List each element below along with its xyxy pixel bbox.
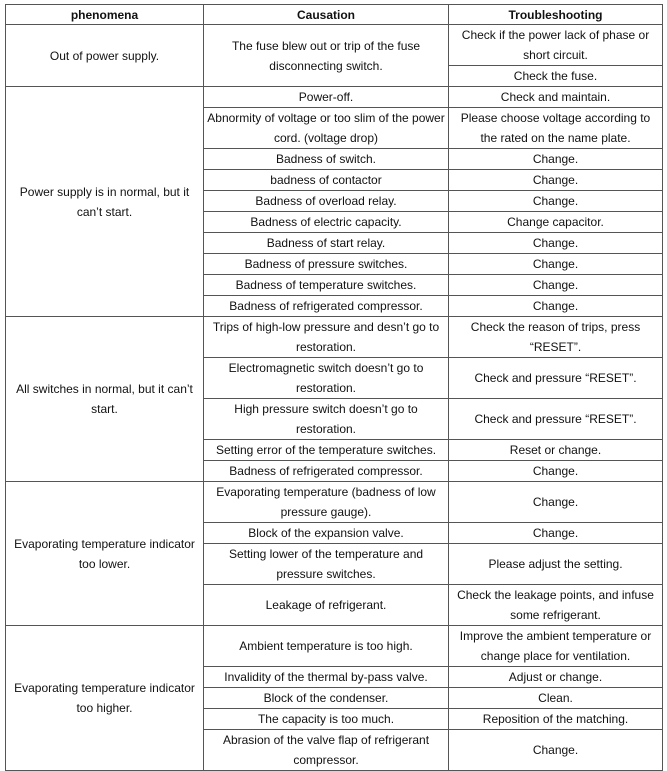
- troubleshooting-cell: Check the leakage points, and infuse some refrigerant.: [449, 585, 663, 626]
- troubleshooting-cell: Change.: [449, 233, 663, 254]
- causation-cell: Setting lower of the temperature and pressure switches.: [204, 544, 449, 585]
- troubleshooting-cell: Change.: [449, 482, 663, 523]
- phenomenon-cell: Evaporating temperature indicator too higher.: [6, 626, 204, 771]
- causation-cell: Badness of pressure switches.: [204, 254, 449, 275]
- causation-cell: Evaporating temperature (badness of low pressure gauge).: [204, 482, 449, 523]
- causation-cell: badness of contactor: [204, 170, 449, 191]
- troubleshooting-cell: Adjust or change.: [449, 667, 663, 688]
- troubleshooting-cell: Change.: [449, 730, 663, 771]
- causation-cell: Abnormity of voltage or too slim of the power cord. (voltage drop): [204, 108, 449, 149]
- causation-cell: Badness of refrigerated compressor.: [204, 296, 449, 317]
- causation-cell: High pressure switch doesn’t go to restoration.: [204, 399, 449, 440]
- causation-cell: Badness of electric capacity.: [204, 212, 449, 233]
- causation-cell: Badness of refrigerated compressor.: [204, 461, 449, 482]
- causation-cell: Ambient temperature is too high.: [204, 626, 449, 667]
- troubleshooting-cell: Change.: [449, 461, 663, 482]
- causation-cell: Badness of temperature switches.: [204, 275, 449, 296]
- causation-cell: Power-off.: [204, 87, 449, 108]
- header-row: [6, 5, 663, 25]
- troubleshooting-cell: Check and maintain.: [449, 87, 663, 108]
- causation-cell: The capacity is too much.: [204, 709, 449, 730]
- table-row: [6, 626, 663, 667]
- causation-cell: Trips of high-low pressure and desn’t go to restoration.: [204, 317, 449, 358]
- troubleshooting-cell: Please choose voltage according to the rated on the name plate.: [449, 108, 663, 149]
- phenomenon-cell: All switches in normal, but it can’t start.: [6, 317, 204, 482]
- troubleshooting-cell: Check the reason of trips, press “RESET”.: [449, 317, 663, 358]
- phenomenon-cell: Evaporating temperature indicator too lower.: [6, 482, 204, 626]
- causation-cell: Leakage of refrigerant.: [204, 585, 449, 626]
- troubleshooting-cell: Change capacitor.: [449, 212, 663, 233]
- causation-cell: Block of the expansion valve.: [204, 523, 449, 544]
- causation-cell: Abrasion of the valve flap of refrigerant compressor.: [204, 730, 449, 771]
- troubleshooting-cell: Clean.: [449, 688, 663, 709]
- causation-cell: Badness of start relay.: [204, 233, 449, 254]
- table-row: [6, 25, 663, 66]
- troubleshooting-cell: Please adjust the setting.: [449, 544, 663, 585]
- phenomenon-cell: Out of power supply.: [6, 25, 204, 87]
- causation-cell: Electromagnetic switch doesn’t go to restoration.: [204, 358, 449, 399]
- troubleshooting-cell: Change.: [449, 149, 663, 170]
- troubleshooting-cell: Change.: [449, 275, 663, 296]
- troubleshooting-cell: Check and pressure “RESET”.: [449, 399, 663, 440]
- table-row: [6, 317, 663, 358]
- troubleshooting-table: [5, 4, 663, 771]
- troubleshooting-cell: Reposition of the matching.: [449, 709, 663, 730]
- troubleshooting-cell: Change.: [449, 296, 663, 317]
- causation-cell: Block of the condenser.: [204, 688, 449, 709]
- phenomenon-cell: Power supply is in normal, but it can’t start.: [6, 87, 204, 317]
- troubleshooting-cell: Change.: [449, 523, 663, 544]
- troubleshooting-cell: Change.: [449, 191, 663, 212]
- troubleshooting-cell: Change.: [449, 170, 663, 191]
- troubleshooting-cell: Check the fuse.: [449, 66, 663, 87]
- header-troubleshooting: Troubleshooting: [449, 5, 663, 25]
- table-row: [6, 482, 663, 523]
- causation-cell: Badness of switch.: [204, 149, 449, 170]
- troubleshooting-cell: Reset or change.: [449, 440, 663, 461]
- table-row: [6, 87, 663, 108]
- troubleshooting-cell: Check and pressure “RESET”.: [449, 358, 663, 399]
- causation-cell: Setting error of the temperature switches.: [204, 440, 449, 461]
- header-causation: Causation: [204, 5, 449, 25]
- troubleshooting-cell: Change.: [449, 254, 663, 275]
- header-phenomena: phenomena: [6, 5, 204, 25]
- causation-cell: The fuse blew out or trip of the fuse disconnecting switch.: [204, 25, 449, 87]
- troubleshooting-cell: Improve the ambient temperature or change place for ventilation.: [449, 626, 663, 667]
- troubleshooting-cell: Check if the power lack of phase or short circuit.: [449, 25, 663, 66]
- causation-cell: Invalidity of the thermal by-pass valve.: [204, 667, 449, 688]
- causation-cell: Badness of overload relay.: [204, 191, 449, 212]
